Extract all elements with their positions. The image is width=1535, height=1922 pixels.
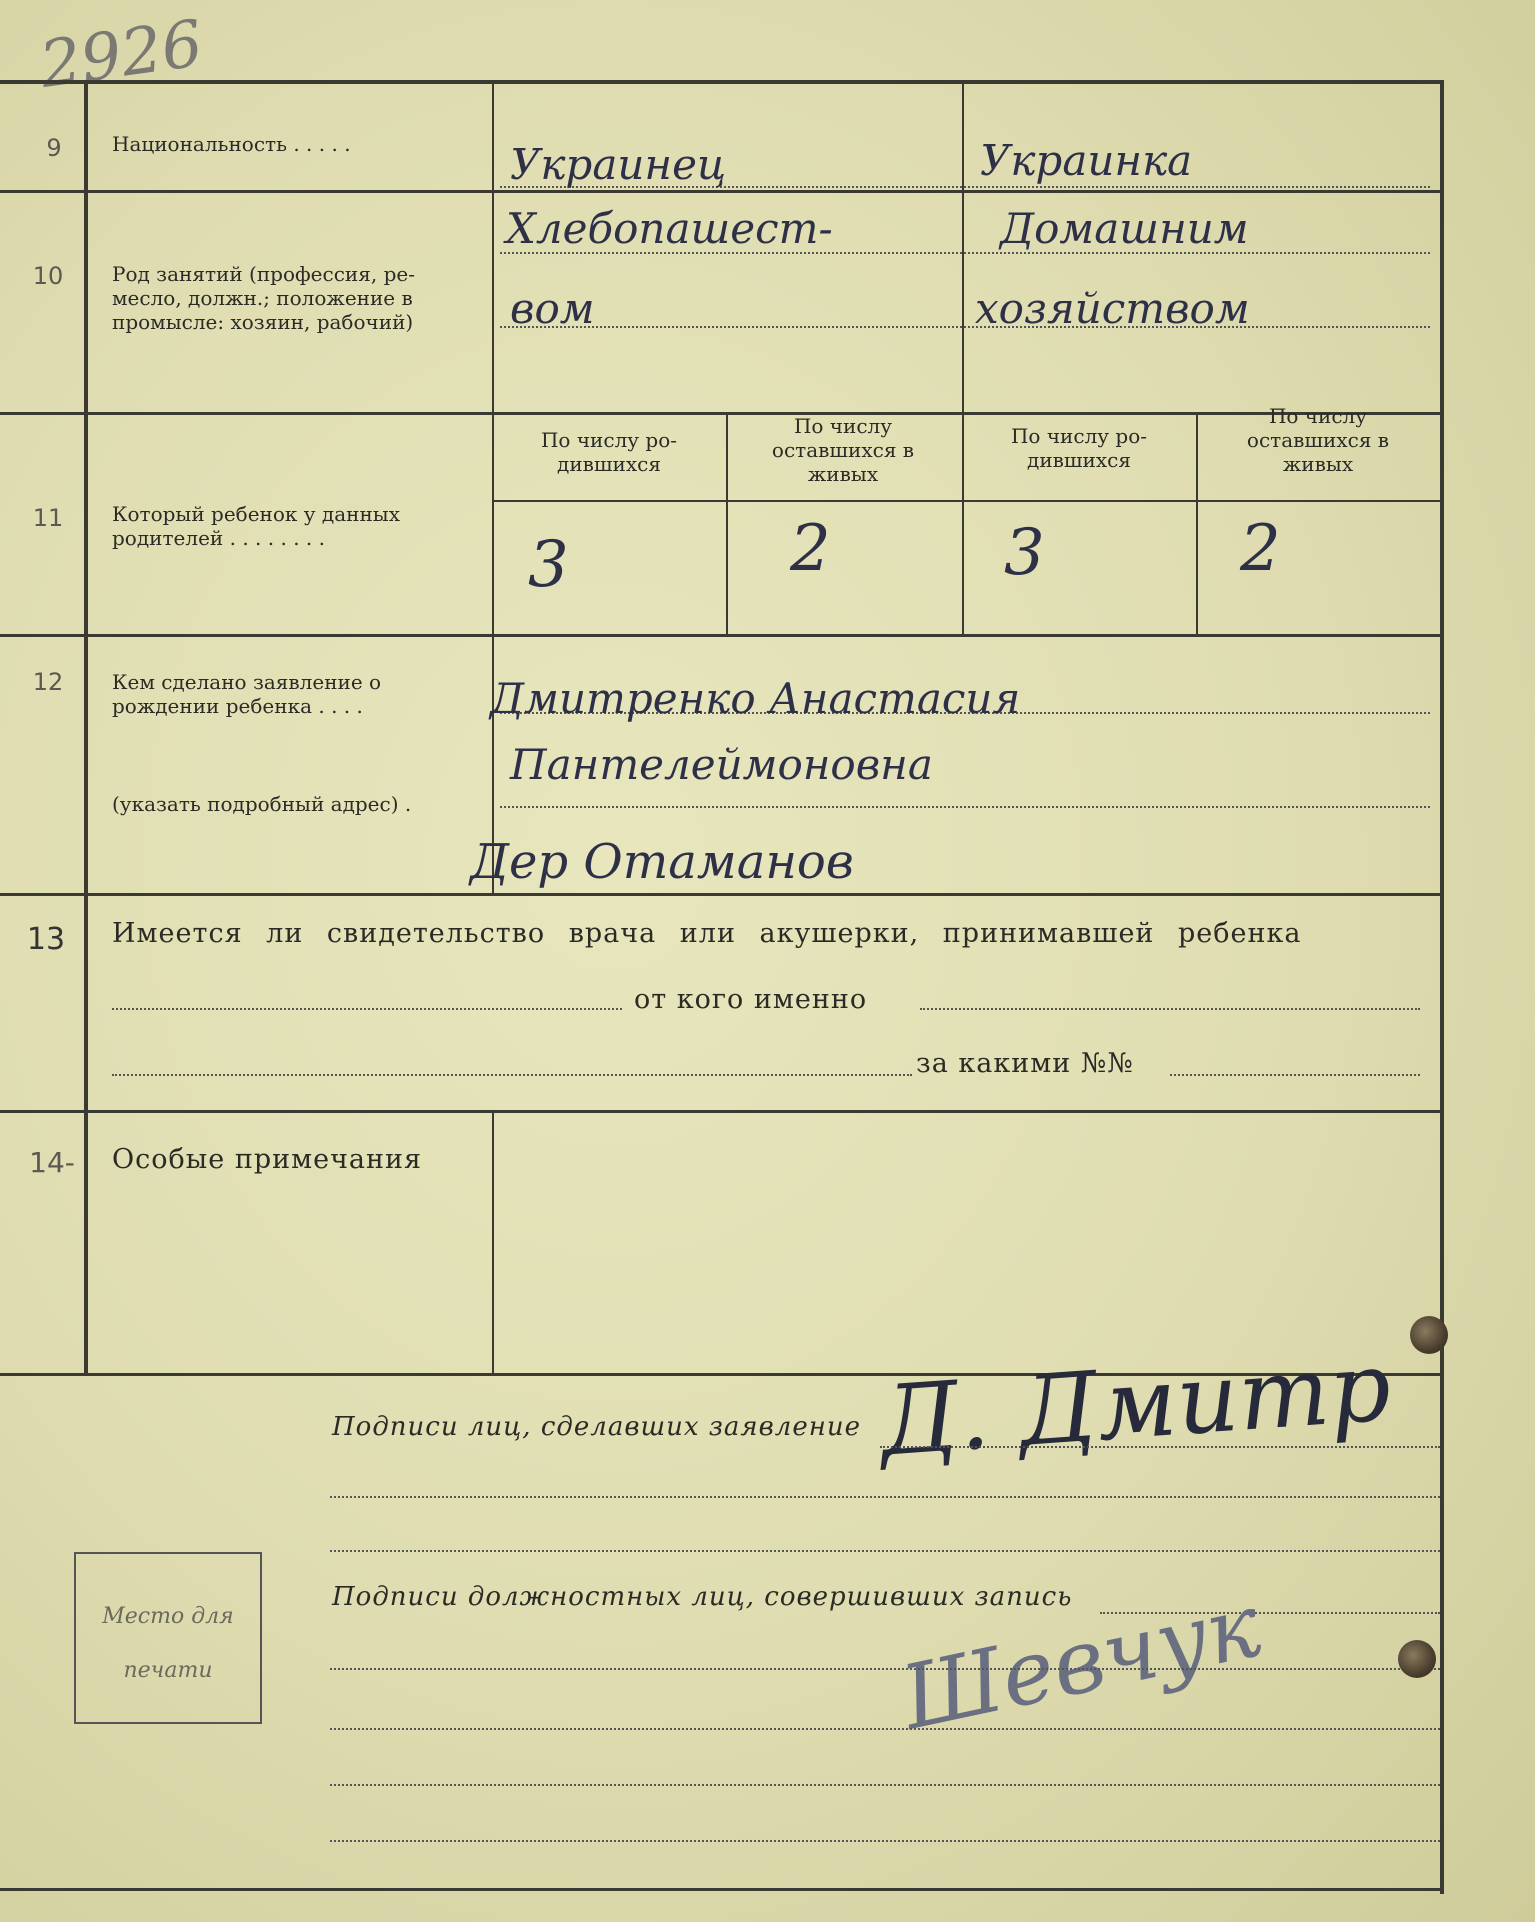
row-divider — [0, 893, 1440, 896]
write-line — [112, 1008, 622, 1010]
write-line — [500, 326, 1430, 328]
row-divider — [0, 634, 1440, 637]
father-nationality: Украинец — [510, 140, 727, 189]
signature-line — [330, 1668, 1440, 1670]
signature-line — [330, 1840, 1440, 1842]
parents-divider-line — [962, 80, 964, 634]
sub-header-father-living — [732, 414, 954, 486]
label-line: промысле: хозяин, рабочий) — [112, 310, 414, 334]
special-notes-label: Особые примечания — [112, 1144, 423, 1175]
father-occupation-line-1: Хлебопашест- — [506, 204, 833, 253]
sub-header-line: По числу — [793, 414, 893, 438]
sub-column-line — [726, 412, 728, 634]
sub-header-mother-born — [968, 424, 1190, 472]
row-number-14: 14- — [29, 1146, 75, 1179]
label-line: родителей . . . . . . . . — [112, 526, 325, 550]
signature-line — [330, 1496, 1440, 1498]
declarant-name: Дмитренко Анастасия — [490, 674, 1021, 723]
mother-nationality: Украинка — [980, 136, 1193, 185]
row-number-13: 13 — [26, 922, 66, 957]
official-signature: Шевчук — [893, 1573, 1269, 1750]
officials-signature-label: Подписи должностных лиц, совершивших запись — [332, 1582, 1073, 1612]
declarant-signature: Д. Дмитр — [876, 1330, 1395, 1478]
binding-hole — [1410, 1316, 1448, 1354]
numbers-label: за какими №№ — [916, 1048, 1134, 1079]
mother-children-living: 2 — [1240, 512, 1281, 586]
row-number-9: 9 — [46, 134, 62, 162]
sub-header-divider — [492, 500, 1440, 502]
stamp-place-box — [74, 1552, 262, 1724]
label-line: Который ребенок у данных — [112, 502, 400, 526]
signature-line — [330, 1550, 1440, 1552]
sub-header-mother-living — [1202, 404, 1434, 476]
write-line — [1170, 1074, 1420, 1076]
sub-header-father-born — [498, 428, 720, 476]
bottom-border — [0, 1888, 1440, 1891]
write-line — [112, 1074, 912, 1076]
father-children-living: 2 — [790, 512, 831, 586]
sub-header-line: По числу — [1268, 404, 1368, 428]
row-divider — [0, 1110, 1440, 1113]
signature-line — [880, 1446, 1440, 1448]
sub-header-line: дившихся — [557, 452, 661, 476]
sub-header-line: дившихся — [1027, 448, 1131, 472]
signature-line — [330, 1784, 1440, 1786]
stamp-place-line-1: Место для — [102, 1604, 234, 1629]
sub-header-line: живых — [807, 462, 879, 486]
write-line — [500, 806, 1430, 808]
row-number-12: 12 — [32, 668, 64, 696]
stamp-place-line-2: печати — [123, 1658, 213, 1683]
sub-header-line: По числу ро- — [1010, 424, 1148, 448]
certificate-question: Имеется ли свидетельство врача или акушерки, принимавшей ребенка — [112, 918, 1302, 949]
declarants-signature-label: Подписи лиц, сделавших заявление — [332, 1412, 861, 1442]
sub-header-line: По числу ро- — [540, 428, 678, 452]
signature-line — [330, 1728, 1440, 1730]
label-line: Кем сделано заявление о — [112, 670, 382, 694]
label-column-line — [492, 1110, 494, 1373]
row-number-10: 10 — [32, 262, 64, 290]
label-line: месло, должн.; положение в — [112, 286, 413, 310]
sub-header-line: оставшихся в — [771, 438, 915, 462]
declarant-label — [112, 670, 381, 718]
label-line: рождении ребенка . . . . — [112, 694, 363, 718]
mother-occupation-line-1: Домашним — [1000, 204, 1249, 253]
write-line — [920, 1008, 1420, 1010]
child-order-label — [112, 502, 400, 550]
label-line: Род занятий (профессия, ре- — [112, 262, 415, 286]
declarant-patronymic: Пантелеймоновна — [510, 740, 933, 789]
from-whom-label: от кого именно — [634, 984, 868, 1015]
archive-number: 2926 — [35, 7, 208, 103]
label-column-line — [492, 80, 494, 893]
address-label: (указать подробный адрес) . — [112, 792, 412, 816]
sub-header-line: оставшихся в — [1246, 428, 1390, 452]
father-children-born: 3 — [528, 528, 569, 602]
father-occupation-line-2: вом — [510, 284, 595, 333]
sub-column-line — [1196, 412, 1198, 634]
sub-header-line: живых — [1282, 452, 1354, 476]
row-number-11: 11 — [32, 504, 64, 532]
declarant-address: Дер Отаманов — [470, 834, 854, 890]
binding-hole — [1398, 1640, 1436, 1678]
nationality-label: Национальность . . . . . — [112, 132, 351, 156]
mother-occupation-line-2: хозяйством — [975, 284, 1250, 333]
row-divider — [0, 190, 1440, 193]
occupation-label — [112, 262, 415, 334]
mother-children-born: 3 — [1004, 516, 1045, 590]
number-column-line — [84, 80, 88, 1373]
